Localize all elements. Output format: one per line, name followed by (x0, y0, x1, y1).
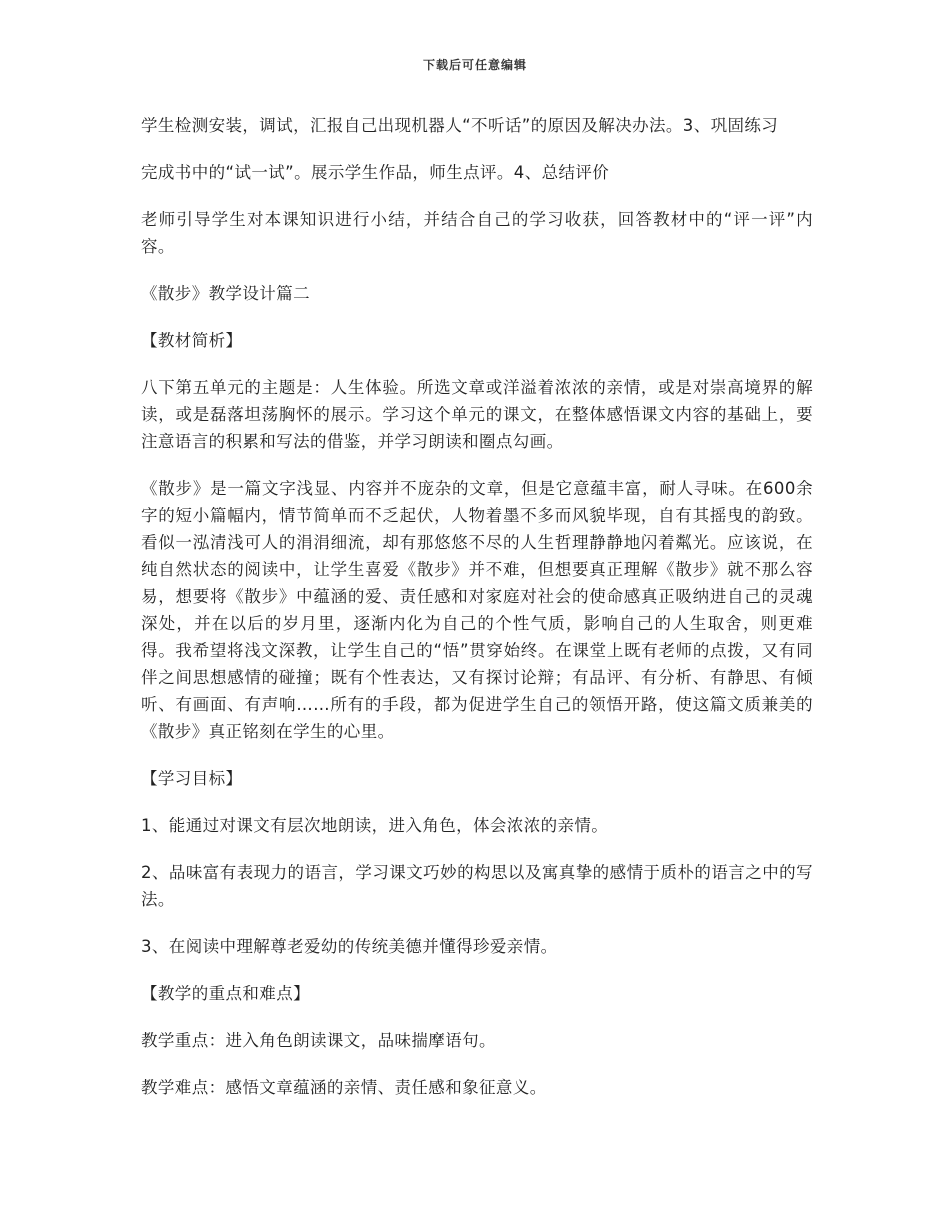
document-body (141, 112, 813, 1121)
paragraph-summary: 老师引导学生对本课知识进行小结，并结合自己的学习收获，回答教材中的“评一评”内容。 (141, 210, 813, 256)
goal-item-2: 2、品味富有表现力的语言，学习课文巧妙的构思以及寓真挚的感情于质朴的语言之中的写法。 (141, 863, 813, 909)
difficult-point: 教学难点：感悟文章蕴涵的亲情、责任感和象征意义。 (141, 1078, 547, 1097)
heading-key-points: 【教学的重点和难点】 (141, 984, 310, 1003)
paragraph-try-it: 完成书中的“试一试”。展示学生作品，师生点评。4、总结评价 (141, 163, 610, 182)
paragraph-install-debug: 学生检测安装，调试，汇报自己出现机器人“不听话”的原因及解决办法。3、巩固练习 (141, 116, 779, 135)
goal-item-1: 1、能通过对课文有层次地朗读，进入角色，体会浓浓的亲情。 (141, 816, 609, 835)
paragraph-unit-theme: 八下第五单元的主题是：人生体验。所选文章或洋溢着浓浓的亲情，或是对崇高境界的解读，或是磊落坦荡胸怀的展示。学习这个单元的课文，在整体感悟课文内容的基础上，要注意语言的积累和写法的借鉴，并学习朗读和圈点勾画。 (141, 378, 813, 451)
paragraph-text-analysis: 《散步》是一篇文字浅显、内容并不庞杂的文章，但是它意蕴丰富，耐人寻味。在600余字的短小篇幅内，情节简单而不乏起伏，人物着墨不多而风貌毕现，自有其摇曳的韵致。看似一泓清浅可人的涓涓细流，却有那悠悠不尽的人生哲理静静地闪着粼光。应该说，在纯自然状态的阅读中，让学生喜爱《散步》并不难，但想要真正理解《散步》就不那么容易，想要将《散步》中蕴涵的爱、责任感和对家庭对社会的使命感真正吸纳进自己的灵魂深处，并在以后的岁月里，逐渐内化为自己的个性气质，影响自己的人生取舍，则更难得。我希望将浅文深教，让学生自己的“悟”贯穿始终。在课堂上既有老师的点拨，又有同伴之间思想感情的碰撞；既有个性表达，又有探讨论辩；有品评、有分析、有静思、有倾听、有画面、有声响……所有的手段，都为促进学生自己的领悟开路，使这篇文质兼美的《散步》真正铭刻在学生的心里。 (141, 479, 813, 741)
heading-textbook-analysis: 【教材简析】 (141, 331, 243, 350)
goal-item-3: 3、在阅读中理解尊老爱幼的传统美德并懂得珍爱亲情。 (141, 937, 558, 956)
section-title: 《散步》教学设计篇二 (141, 284, 310, 303)
key-point: 教学重点：进入角色朗读课文，品味揣摩语句。 (141, 1031, 496, 1050)
page-header: 下载后可任意编辑 (422, 58, 527, 72)
heading-learning-goals: 【学习目标】 (141, 769, 243, 788)
